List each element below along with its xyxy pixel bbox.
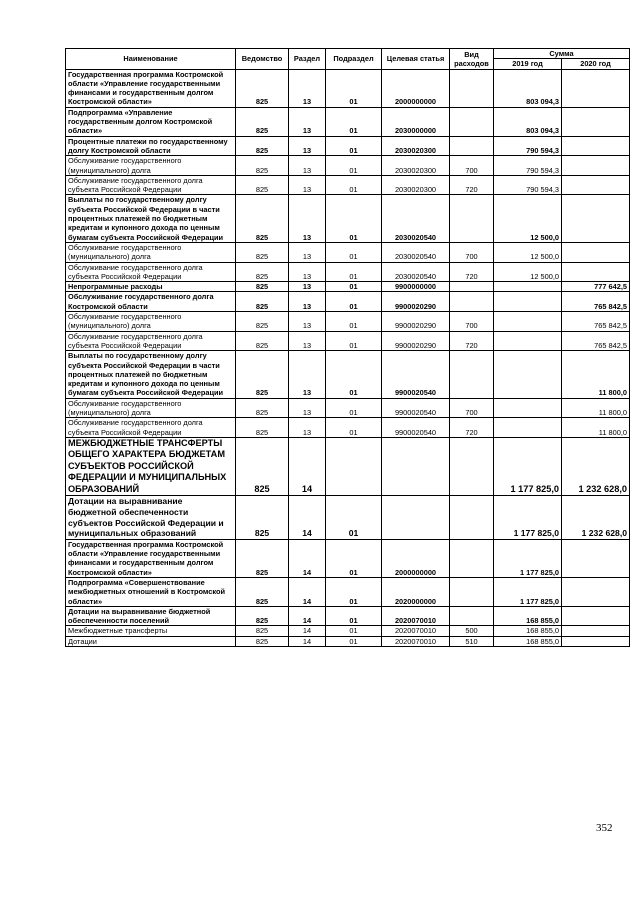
table-row xyxy=(66,195,630,242)
cell-y2020 xyxy=(562,636,630,646)
cell-target: 9900020290 xyxy=(382,312,450,332)
cell-target: 2030020540 xyxy=(382,242,450,262)
header-name: Наименование xyxy=(66,49,236,70)
cell-y2020 xyxy=(562,156,630,176)
cell-sub: 01 xyxy=(326,195,382,242)
cell-sub: 01 xyxy=(326,351,382,398)
cell-type xyxy=(450,136,494,156)
cell-y2019: 168 855,0 xyxy=(494,626,562,636)
cell-dept: 825 xyxy=(236,626,289,636)
cell-y2019 xyxy=(494,418,562,438)
cell-target: 2030020540 xyxy=(382,195,450,242)
cell-target: 2030020300 xyxy=(382,136,450,156)
cell-dept: 825 xyxy=(236,107,289,136)
cell-type: 700 xyxy=(450,398,494,418)
cell-y2020: 765 842,5 xyxy=(562,292,630,312)
cell-y2020 xyxy=(562,626,630,636)
cell-sub: 01 xyxy=(326,136,382,156)
header-sum: Сумма xyxy=(494,49,630,59)
cell-name: Подпрограмма «Совершенствование межбюджетных отношений в Костромской области» xyxy=(66,577,236,606)
table-row xyxy=(66,242,630,262)
cell-target: 2020000000 xyxy=(382,577,450,606)
cell-y2019: 790 594,3 xyxy=(494,136,562,156)
cell-sec: 13 xyxy=(289,156,326,176)
cell-dept: 825 xyxy=(236,312,289,332)
cell-type xyxy=(450,195,494,242)
cell-sec: 13 xyxy=(289,312,326,332)
cell-sub: 01 xyxy=(326,156,382,176)
table-row xyxy=(66,398,630,418)
cell-type xyxy=(450,577,494,606)
table-row xyxy=(66,136,630,156)
cell-target: 9900020540 xyxy=(382,351,450,398)
cell-target: 9900020290 xyxy=(382,292,450,312)
cell-target: 2020070010 xyxy=(382,636,450,646)
cell-sec: 13 xyxy=(289,242,326,262)
table-row xyxy=(66,626,630,636)
table-row xyxy=(66,539,630,577)
cell-y2019: 1 177 825,0 xyxy=(494,539,562,577)
cell-type: 720 xyxy=(450,418,494,438)
cell-target: 2030020300 xyxy=(382,156,450,176)
table-row xyxy=(66,282,630,292)
cell-sub: 01 xyxy=(326,331,382,351)
header-exp-type: Вид расходов xyxy=(450,49,494,70)
cell-type: 500 xyxy=(450,626,494,636)
cell-dept: 825 xyxy=(236,636,289,646)
cell-y2019 xyxy=(494,331,562,351)
cell-y2020 xyxy=(562,107,630,136)
header-2020: 2020 год xyxy=(562,59,630,69)
cell-sub: 01 xyxy=(326,539,382,577)
cell-y2019: 790 594,3 xyxy=(494,175,562,195)
cell-y2020 xyxy=(562,69,630,107)
cell-dept: 825 xyxy=(236,282,289,292)
cell-type xyxy=(450,351,494,398)
table-row xyxy=(66,312,630,332)
cell-sub xyxy=(326,437,382,496)
cell-sec: 13 xyxy=(289,69,326,107)
cell-sec: 14 xyxy=(289,626,326,636)
cell-target xyxy=(382,437,450,496)
cell-type xyxy=(450,282,494,292)
cell-sub: 01 xyxy=(326,398,382,418)
cell-sec: 13 xyxy=(289,398,326,418)
budget-table xyxy=(65,48,630,647)
cell-sec: 13 xyxy=(289,195,326,242)
cell-sec: 13 xyxy=(289,418,326,438)
cell-sec: 13 xyxy=(289,351,326,398)
cell-name: Обслуживание государственного долга субъекта Российской Федерации xyxy=(66,262,236,282)
cell-dept: 825 xyxy=(236,351,289,398)
cell-sub: 01 xyxy=(326,282,382,292)
header-2019: 2019 год xyxy=(494,59,562,69)
cell-type: 720 xyxy=(450,175,494,195)
cell-y2019: 168 855,0 xyxy=(494,606,562,626)
cell-target: 2030000000 xyxy=(382,107,450,136)
cell-target: 2020070010 xyxy=(382,626,450,636)
cell-name: Обслуживание государственного долга субъекта Российской Федерации xyxy=(66,418,236,438)
cell-dept: 825 xyxy=(236,577,289,606)
cell-sec: 14 xyxy=(289,496,326,539)
cell-dept: 825 xyxy=(236,262,289,282)
table-body xyxy=(66,69,630,646)
cell-name: Подпрограмма «Управление государственным долгом Костромской области» xyxy=(66,107,236,136)
cell-y2020 xyxy=(562,195,630,242)
cell-type: 700 xyxy=(450,312,494,332)
cell-target: 9900020540 xyxy=(382,398,450,418)
cell-sec: 13 xyxy=(289,282,326,292)
cell-dept: 825 xyxy=(236,331,289,351)
cell-y2019: 12 500,0 xyxy=(494,242,562,262)
table-row xyxy=(66,496,630,539)
cell-sec: 13 xyxy=(289,107,326,136)
cell-sec: 14 xyxy=(289,606,326,626)
cell-y2020: 765 842,5 xyxy=(562,312,630,332)
header-subsection: Подраздел xyxy=(326,49,382,70)
cell-sub: 01 xyxy=(326,496,382,539)
cell-type xyxy=(450,292,494,312)
cell-name: Обслуживание государственного (муниципального) долга xyxy=(66,242,236,262)
cell-sec: 13 xyxy=(289,175,326,195)
cell-name: Процентные платежи по государственному долгу Костромской области xyxy=(66,136,236,156)
table-row xyxy=(66,577,630,606)
cell-type: 700 xyxy=(450,242,494,262)
cell-y2020 xyxy=(562,242,630,262)
cell-y2020 xyxy=(562,175,630,195)
table-row xyxy=(66,107,630,136)
cell-name: Дотации xyxy=(66,636,236,646)
cell-target: 2000000000 xyxy=(382,69,450,107)
cell-y2020 xyxy=(562,262,630,282)
page-number: 352 xyxy=(596,822,613,834)
cell-target: 2030020300 xyxy=(382,175,450,195)
cell-name: Обслуживание государственного долга субъекта Российской Федерации xyxy=(66,331,236,351)
cell-y2019 xyxy=(494,398,562,418)
cell-y2019: 12 500,0 xyxy=(494,262,562,282)
cell-type xyxy=(450,606,494,626)
cell-name: Обслуживание государственного (муниципального) долга xyxy=(66,398,236,418)
cell-y2019 xyxy=(494,312,562,332)
cell-y2020 xyxy=(562,539,630,577)
cell-y2019: 1 177 825,0 xyxy=(494,496,562,539)
table-row xyxy=(66,437,630,496)
cell-target: 2030020540 xyxy=(382,262,450,282)
cell-sec: 14 xyxy=(289,577,326,606)
cell-y2020: 11 800,0 xyxy=(562,418,630,438)
cell-sub: 01 xyxy=(326,418,382,438)
cell-sec: 13 xyxy=(289,292,326,312)
cell-name: Государственная программа Костромской области «Управление государственными финансами и государственным долгом Костромской области» xyxy=(66,69,236,107)
cell-sub: 01 xyxy=(326,262,382,282)
cell-sec: 13 xyxy=(289,262,326,282)
table-row xyxy=(66,292,630,312)
cell-target: 9900000000 xyxy=(382,282,450,292)
cell-y2019: 803 094,3 xyxy=(494,69,562,107)
cell-name: Выплаты по государственному долгу субъекта Российской Федерации в части процентных платежей по бюджетным кредитам и купонного дохода по ценным бумагам субъекта Российской Федерации xyxy=(66,195,236,242)
header-dept: Ведомство xyxy=(236,49,289,70)
cell-y2020: 1 232 628,0 xyxy=(562,496,630,539)
cell-name: Обслуживание государственного (муниципального) долга xyxy=(66,156,236,176)
table-row xyxy=(66,351,630,398)
cell-target: 9900020540 xyxy=(382,418,450,438)
cell-sub: 01 xyxy=(326,577,382,606)
cell-y2019 xyxy=(494,351,562,398)
cell-dept: 825 xyxy=(236,69,289,107)
table-row xyxy=(66,331,630,351)
table-row xyxy=(66,636,630,646)
cell-sec: 14 xyxy=(289,539,326,577)
cell-sub: 01 xyxy=(326,606,382,626)
cell-sub: 01 xyxy=(326,292,382,312)
cell-name: Непрограммные расходы xyxy=(66,282,236,292)
cell-y2020 xyxy=(562,136,630,156)
table-row xyxy=(66,175,630,195)
cell-dept: 825 xyxy=(236,175,289,195)
cell-dept: 825 xyxy=(236,195,289,242)
cell-y2019: 168 855,0 xyxy=(494,636,562,646)
table-row xyxy=(66,262,630,282)
cell-dept: 825 xyxy=(236,606,289,626)
cell-type xyxy=(450,107,494,136)
cell-name: Межбюджетные трансферты xyxy=(66,626,236,636)
cell-sub: 01 xyxy=(326,107,382,136)
cell-target: 2020070010 xyxy=(382,606,450,626)
cell-sec: 14 xyxy=(289,636,326,646)
cell-y2019: 1 177 825,0 xyxy=(494,437,562,496)
cell-y2020: 777 642,5 xyxy=(562,282,630,292)
cell-target: 2000000000 xyxy=(382,539,450,577)
cell-dept: 825 xyxy=(236,292,289,312)
cell-y2020: 11 800,0 xyxy=(562,398,630,418)
cell-sub: 01 xyxy=(326,626,382,636)
cell-name: МЕЖБЮДЖЕТНЫЕ ТРАНСФЕРТЫ ОБЩЕГО ХАРАКТЕРА БЮДЖЕТАМ СУБЪЕКТОВ РОССИЙСКОЙ ФЕДЕРАЦИИ И МУНИЦИПАЛЬНЫХ ОБРАЗОВАНИЙ xyxy=(66,437,236,496)
cell-dept: 825 xyxy=(236,242,289,262)
cell-sub: 01 xyxy=(326,242,382,262)
cell-dept: 825 xyxy=(236,437,289,496)
table-row xyxy=(66,156,630,176)
cell-target xyxy=(382,496,450,539)
cell-sub: 01 xyxy=(326,69,382,107)
cell-dept: 825 xyxy=(236,496,289,539)
cell-dept: 825 xyxy=(236,398,289,418)
cell-type xyxy=(450,496,494,539)
cell-sec: 13 xyxy=(289,331,326,351)
cell-name: Обслуживание государственного долга субъекта Российской Федерации xyxy=(66,175,236,195)
cell-y2020: 1 232 628,0 xyxy=(562,437,630,496)
cell-type xyxy=(450,539,494,577)
cell-name: Обслуживание государственного долга Костромской области xyxy=(66,292,236,312)
cell-dept: 825 xyxy=(236,156,289,176)
header-section: Раздел xyxy=(289,49,326,70)
cell-y2019 xyxy=(494,282,562,292)
cell-sub: 01 xyxy=(326,312,382,332)
cell-y2019: 803 094,3 xyxy=(494,107,562,136)
cell-y2020: 765 842,5 xyxy=(562,331,630,351)
cell-type xyxy=(450,437,494,496)
table-row xyxy=(66,69,630,107)
cell-sec: 13 xyxy=(289,136,326,156)
cell-sub: 01 xyxy=(326,636,382,646)
cell-name: Государственная программа Костромской области «Управление государственными финансами и государственным долгом Костромской области» xyxy=(66,539,236,577)
cell-name: Обслуживание государственного (муниципального) долга xyxy=(66,312,236,332)
cell-dept: 825 xyxy=(236,136,289,156)
table-row xyxy=(66,418,630,438)
cell-y2020 xyxy=(562,577,630,606)
cell-dept: 825 xyxy=(236,539,289,577)
cell-sub: 01 xyxy=(326,175,382,195)
cell-y2019 xyxy=(494,292,562,312)
cell-y2019: 12 500,0 xyxy=(494,195,562,242)
cell-dept: 825 xyxy=(236,418,289,438)
cell-name: Выплаты по государственному долгу субъекта Российской Федерации в части процентных платежей по бюджетным кредитам и купонного дохода по ценным бумагам субъекта Российской Федерации xyxy=(66,351,236,398)
cell-type: 720 xyxy=(450,262,494,282)
cell-name: Дотации на выравнивание бюджетной обеспеченности субъектов Российской Федерации и муниципальных образований xyxy=(66,496,236,539)
cell-y2019: 790 594,3 xyxy=(494,156,562,176)
cell-type xyxy=(450,69,494,107)
table-row xyxy=(66,606,630,626)
cell-sec: 14 xyxy=(289,437,326,496)
cell-y2020: 11 800,0 xyxy=(562,351,630,398)
cell-name: Дотации на выравнивание бюджетной обеспеченности поселений xyxy=(66,606,236,626)
cell-type: 510 xyxy=(450,636,494,646)
cell-y2020 xyxy=(562,606,630,626)
header-target: Целевая статья xyxy=(382,49,450,70)
cell-target: 9900020290 xyxy=(382,331,450,351)
cell-type: 720 xyxy=(450,331,494,351)
cell-type: 700 xyxy=(450,156,494,176)
cell-y2019: 1 177 825,0 xyxy=(494,577,562,606)
